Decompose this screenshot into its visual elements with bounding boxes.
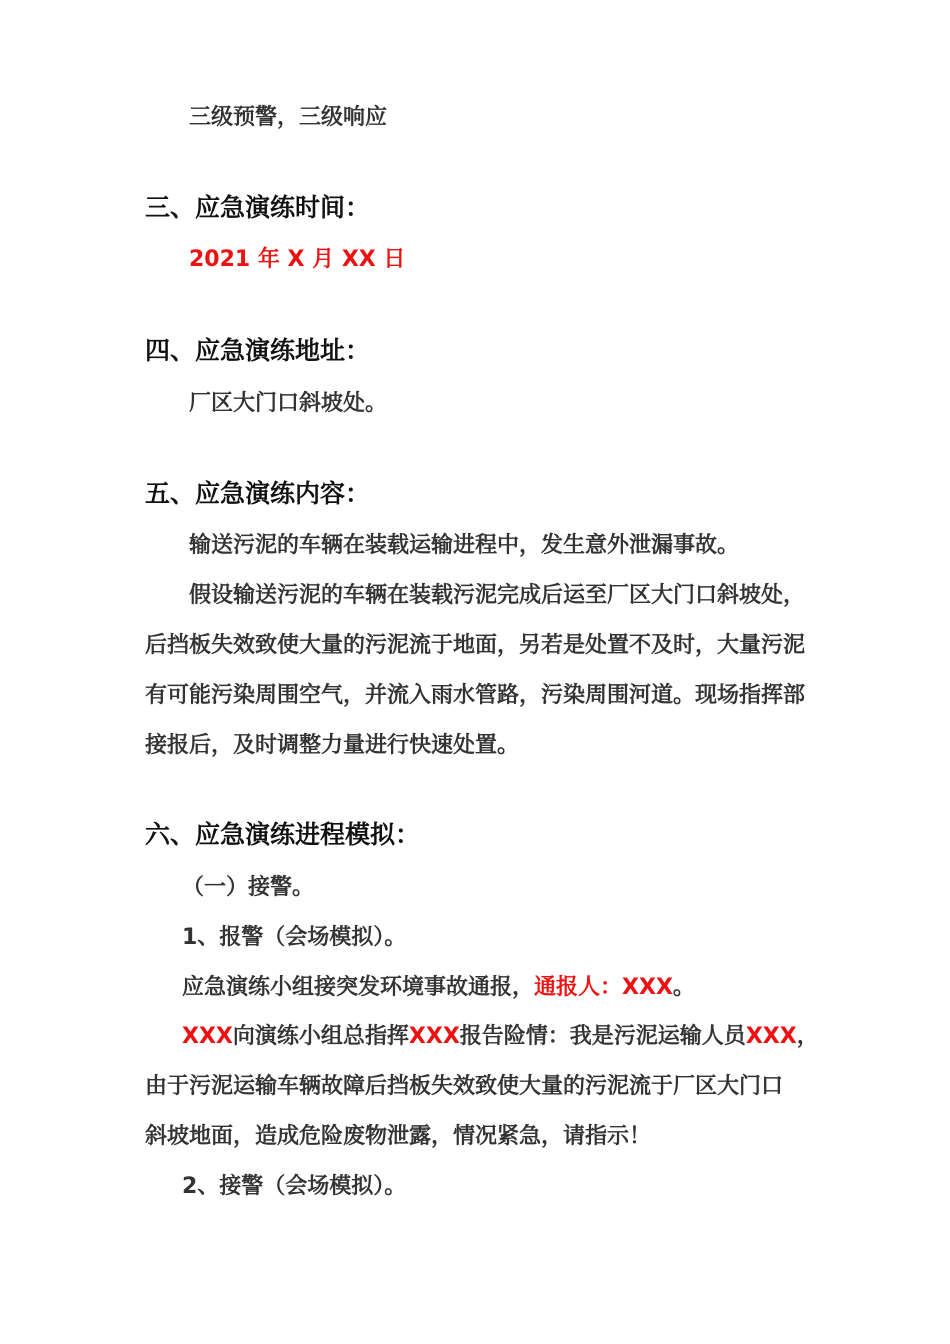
report-paragraph-line-3: 斜坡地面，造成危险废物泄露，情况紧急，请指示！	[145, 1124, 652, 1149]
item-alarm-report: 1、报警（会场模拟）。	[182, 925, 407, 950]
section-6-heading: 六、应急演练进程模拟：	[145, 820, 421, 849]
report-line-text: 应急演练小组接突发环境事故通报，	[182, 975, 535, 1000]
section-3-heading: 三、应急演练时间：	[145, 193, 371, 222]
report-paragraph-line-2: 由于污泥运输车辆故障后挡板失效致使大量的污泥流于厂区大门口	[145, 1074, 784, 1099]
report-line	[182, 973, 695, 1003]
drill-date: 2021 年 X 月 XX 日	[189, 247, 406, 272]
report-text-3: ，	[796, 1024, 819, 1049]
report-text-2: 报告险情：我是污泥运输人员	[459, 1024, 746, 1049]
subsection-alarm-receive: （一）接警。	[182, 875, 315, 900]
transporter-placeholder: XXX	[745, 1024, 797, 1049]
commander-placeholder: XXX	[408, 1024, 460, 1049]
content-paragraph-2-line-4: 接报后，及时调整力量进行快速处置。	[145, 733, 520, 758]
content-paragraph-2-line-2: 后挡板失效致使大量的污泥流于地面，另若是处置不及时，大量污泥	[145, 633, 806, 658]
section-4-heading: 四、应急演练地址：	[145, 336, 371, 365]
section-5-heading: 五、应急演练内容：	[145, 479, 371, 508]
report-line-end: 。	[672, 975, 695, 1000]
report-paragraph-line-1	[182, 1022, 819, 1052]
warning-level-text: 三级预警，三级响应	[189, 105, 388, 130]
drill-location: 厂区大门口斜坡处。	[189, 391, 388, 416]
content-paragraph-2-line-1: 假设输送污泥的车辆在装载污泥完成后运至厂区大门口斜坡处，	[189, 583, 806, 608]
content-paragraph-2-line-3: 有可能污染周围空气，并流入雨水管路，污染周围河道。现场指挥部	[145, 683, 806, 708]
report-text-1: 向演练小组总指挥	[232, 1024, 409, 1049]
reporter-name: 通报人：XXX	[534, 975, 673, 1000]
content-paragraph-1: 输送污泥的车辆在装载运输进程中，发生意外泄漏事故。	[189, 533, 740, 558]
reporter-placeholder: XXX	[182, 1024, 233, 1049]
item-alarm-receive: 2、接警（会场模拟）。	[182, 1174, 407, 1199]
